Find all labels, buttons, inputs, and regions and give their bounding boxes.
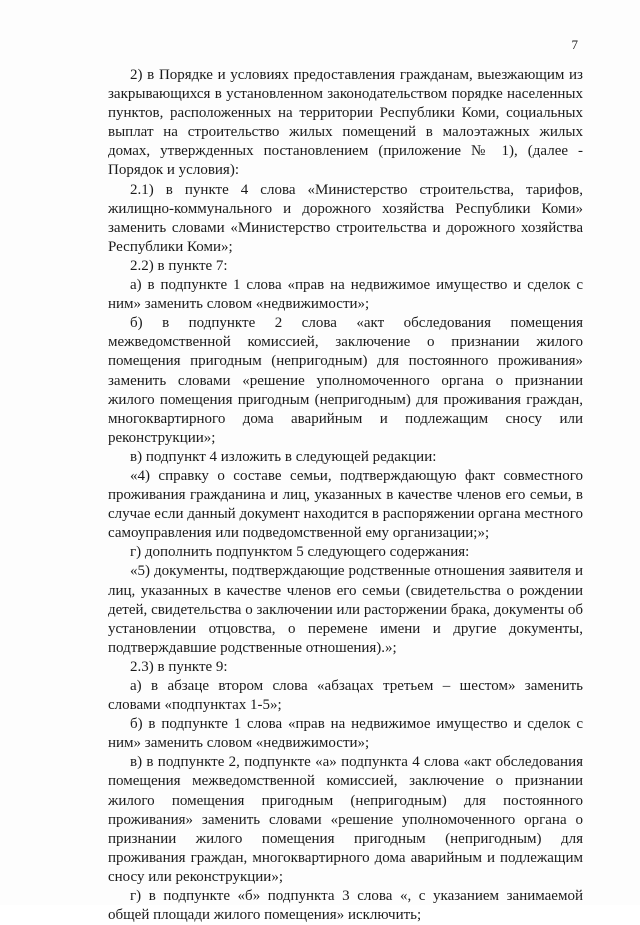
paragraph: б) в подпункте 2 слова «акт обследования помещения межведомственной комиссией, заключение о признании жилого помещения пригодным (непригодным) для постоянного проживания» заменить словами «решение уполномоченного органа о признании жилого помещения пригодным (непригодным) для проживания граждан, многоквартирного дома аварийным и подлежащим сносу или реконструкции»; xyxy=(108,315,583,446)
paragraph: 2) в Порядке и условиях предоставления гражданам, выезжающим из закрывающихся в установленном законодательством порядке населенных пунктов, расположенных на территории Республики Коми, социальных выплат на строительство жилых помещений в малоэтажных жилых домах, утвержденных постановлением (приложение № 1), (далее - Порядок и условия): xyxy=(108,67,583,179)
paragraph: а) в подпункте 1 слова «прав на недвижимое имущество и сделок с ним» заменить словом «недвижимости»; xyxy=(108,277,583,313)
paragraph: 2.3) в пункте 9: xyxy=(130,658,228,675)
page-number: 7 xyxy=(571,37,578,52)
paragraph: а) в абзаце втором слова «абзацах третьем – шестом» заменить словами «подпунктах 1-5»; xyxy=(108,678,583,714)
paragraph: «4) справку о составе семьи, подтверждающую факт совместного проживания гражданина и лиц, указанных в качестве членов его семьи, в случае если данный документ находится в распоряжении органа местного самоуправления или подведомственной ему организации;»; xyxy=(108,467,583,542)
paragraph: «5) документы, подтверждающие родственные отношения заявителя и лиц, указанных в качестве членов его семьи (свидетельства о рождении детей, свидетельства о заключении или расторжении брака, документы об установлении отцовства, о перемене имени и другие документы, подтверждавшие родственные отношения).»; xyxy=(108,563,583,656)
document-body xyxy=(108,66,583,925)
paragraph: г) в подпункте «б» подпункта 3 слова «, с указанием занимаемой общей площади жилого помещения» исключить; xyxy=(108,888,583,924)
paragraph: в) подпункт 4 изложить в следующей редакции: xyxy=(130,448,437,465)
paragraph: в) в подпункте 2, подпункте «а» подпункта 4 слова «акт обследования помещения межведомственной комиссией, заключение о признании жилого помещения пригодным (непригодным) для постоянного проживания» заменить словами «решение уполномоченного органа о признании жилого помещения пригодным (непригодным) для проживания граждан, многоквартирного дома аварийным и подлежащим сносу или реконструкции»; xyxy=(108,754,583,885)
paragraph: б) в подпункте 1 слова «прав на недвижимое имущество и сделок с ним» заменить словом «недвижимости»; xyxy=(108,716,583,752)
paragraph: г) дополнить подпунктом 5 следующего содержания: xyxy=(130,544,470,561)
paragraph: 2.2) в пункте 7: xyxy=(130,257,228,274)
paragraph: 2.1) в пункте 4 слова «Министерство строительства, тарифов, жилищно-коммунального и дорожного хозяйства Республики Коми» заменить словами «Министерство строительства и дорожного хозяйства Республики Коми»; xyxy=(108,181,583,255)
